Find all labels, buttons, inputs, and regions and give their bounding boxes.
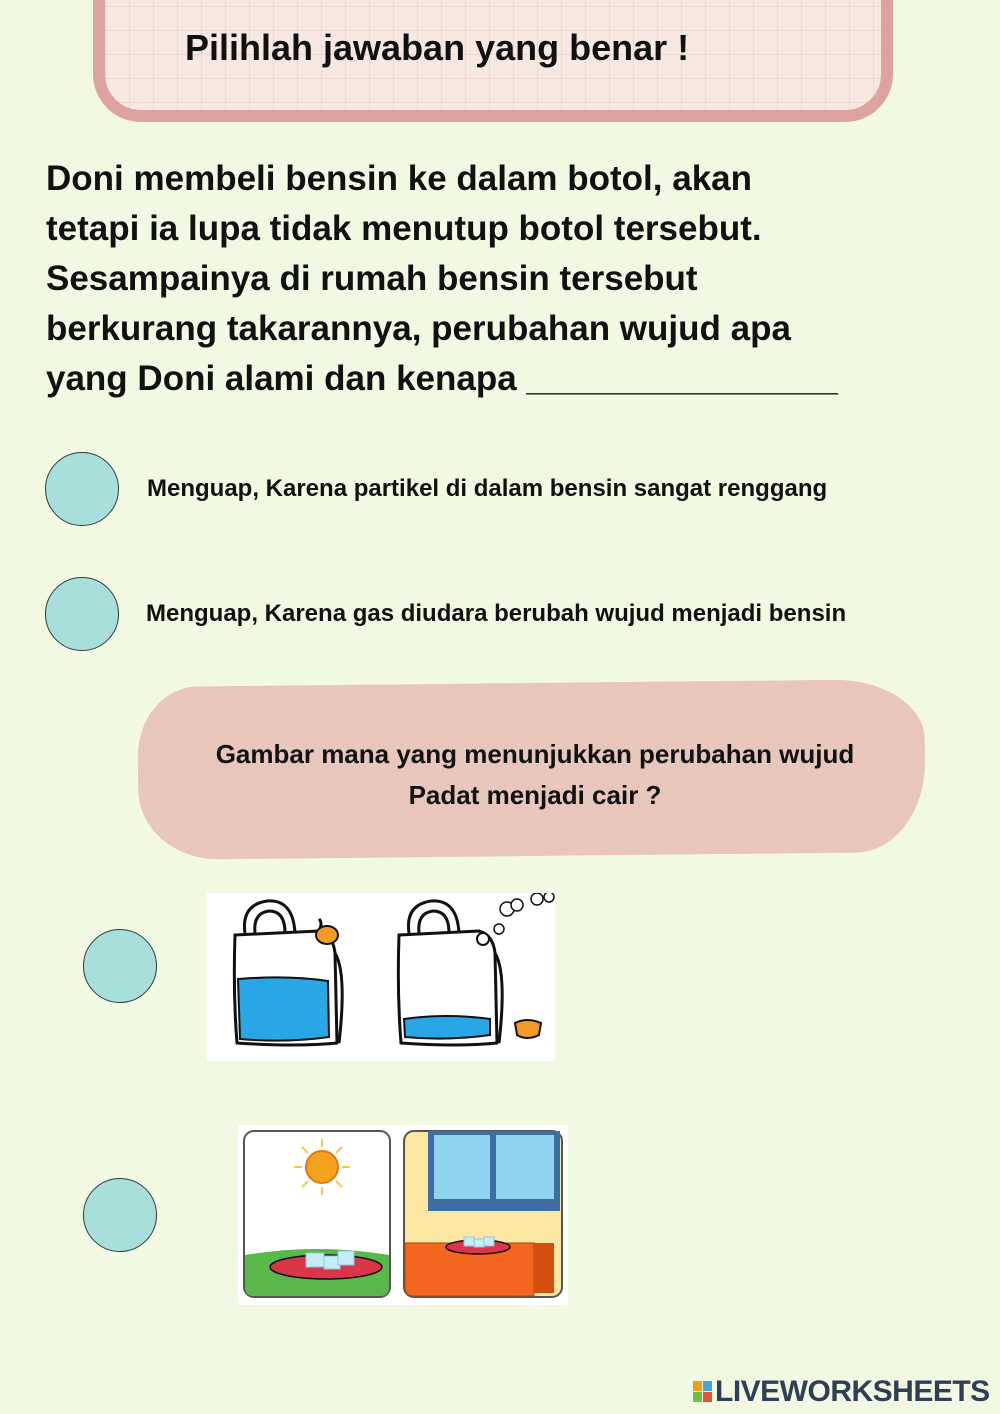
question-1-text bbox=[46, 154, 946, 404]
answer-radio-1b[interactable] bbox=[45, 577, 119, 651]
question-1-line: tetapi ia lupa tidak menutup botol tersebut. bbox=[46, 209, 762, 248]
question-1-line: berkurang takarannya, perubahan wujud apa bbox=[46, 309, 791, 348]
answer-radio-2b[interactable] bbox=[83, 1178, 157, 1252]
question-2-line: Gambar mana yang menunjukkan perubahan wujud bbox=[215, 739, 855, 769]
liveworksheets-brand bbox=[693, 1375, 990, 1409]
liveworksheets-logo-icon bbox=[693, 1381, 713, 1403]
answer-option-1a[interactable]: Menguap, Karena partikel di dalam bensin sangat renggang bbox=[147, 475, 828, 502]
image-ice-melting[interactable] bbox=[238, 1125, 568, 1305]
answer-option-1b[interactable]: Menguap, Karena gas diudara berubah wujud menjadi bensin bbox=[146, 600, 847, 627]
answer-radio-1a[interactable] bbox=[45, 452, 119, 526]
question-1-line: Doni membeli bensin ke dalam botol, akan bbox=[46, 159, 752, 198]
answer-radio-2a[interactable] bbox=[83, 929, 157, 1003]
question-1-line: yang Doni alami dan kenapa ________________ bbox=[46, 359, 838, 398]
image-evaporation-bottles[interactable] bbox=[207, 893, 555, 1061]
question-2-line: Padat menjadi cair ? bbox=[408, 780, 662, 810]
page-title: Pilihlah jawaban yang benar ! bbox=[185, 27, 690, 68]
question-2-text bbox=[150, 734, 920, 816]
brand-name: LIVEWORKSHEETS bbox=[715, 1375, 990, 1408]
question-1-line: Sesampainya di rumah bensin tersebut bbox=[46, 259, 698, 298]
